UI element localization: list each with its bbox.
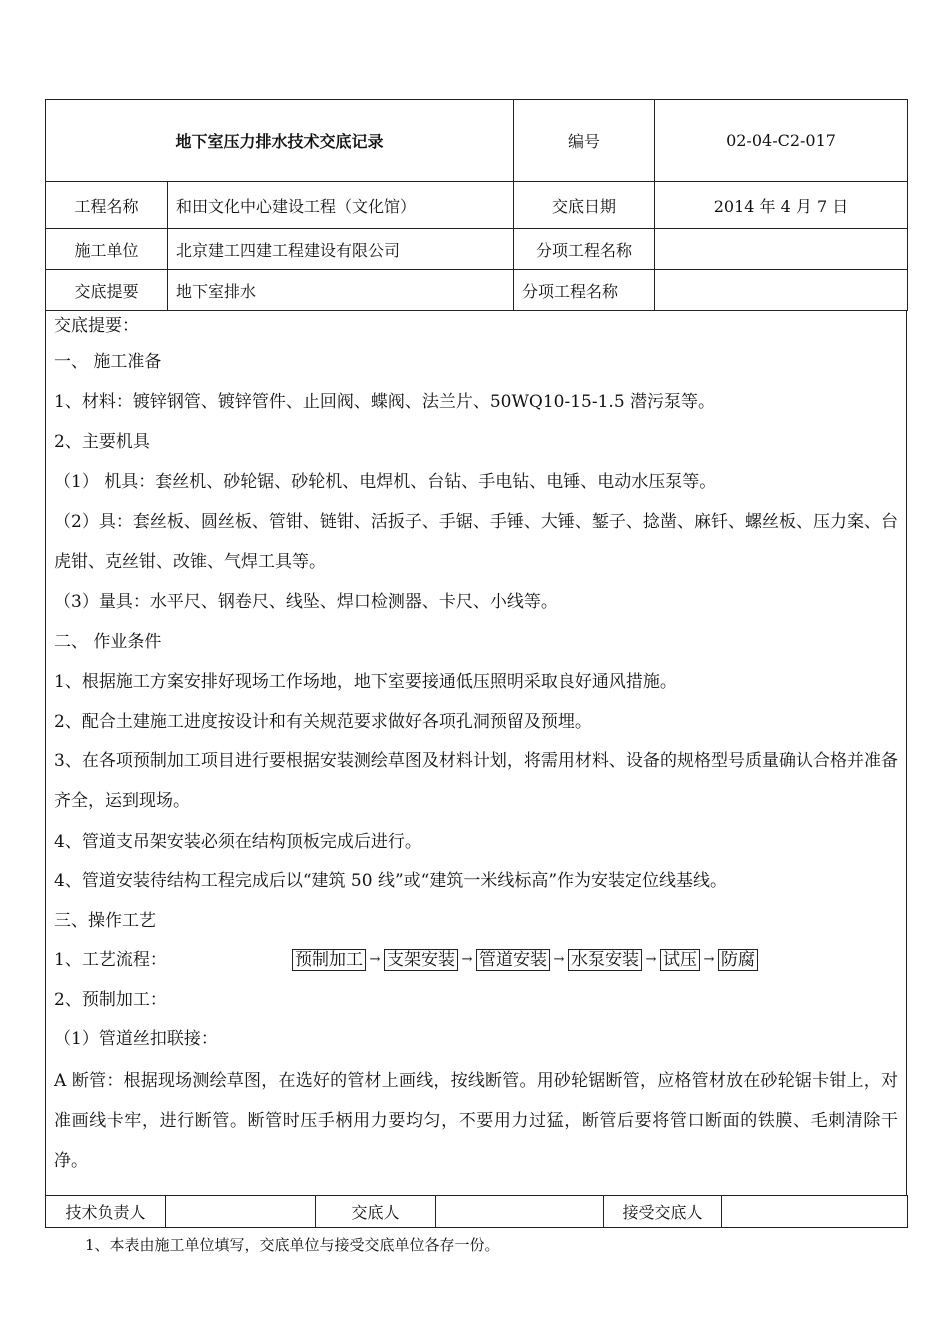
summary-value: 地下室排水 [168,270,514,311]
arrow-right-icon: → [703,952,715,967]
paragraph: 1、根据施工方案安排好现场工作场地，地下室要接通低压照明采取良好通风措施。 [54,672,677,692]
footer-note: 1、本表由施工单位填写，交底单位与接受交底单位各存一份。 [85,1236,500,1254]
code-label: 编号 [514,100,655,182]
tech-lead-signature [166,1196,316,1228]
paragraph: （1） 机具：套丝机、砂轮锯、砂轮机、电焊机、台钻、手电钻、电锤、电动水压泵等。 [54,472,717,492]
contractor-value: 北京建工四建工程建设有限公司 [168,229,514,270]
receiver-signature [722,1196,908,1228]
project-label: 工程名称 [46,182,168,229]
paragraph: 4、管道安装待结构工程完成后以“建筑 50 线”或“建筑一米线标高”作为安装定位线基线。 [54,871,728,891]
process-flow-row [54,949,898,971]
header-table [45,99,908,311]
paragraph: （1）管道丝扣联接： [54,1029,218,1049]
code-value: 02-04-C2-017 [655,100,908,182]
discloser-signature [436,1196,604,1228]
paragraph: 2、预制加工： [54,990,167,1010]
paragraph: A 断管：根据现场测绘草图，在选好的管材上画线，按线断管。用砂轮锯断管，应格管材放在砂轮锯卡钳上，对准画线卡牢，进行断管。断管时压手柄用力要均匀，不要用力过猛，断管后要将管口断面的铁膜、毛刺清除干净。 [54,1071,898,1171]
paragraph: 1、材料：镀锌钢管、镀锌管件、止回阀、蝶阀、法兰片、50WQ10-15-1.5 潜污泵等。 [54,392,716,412]
paragraph: 4、管道支吊架安装必须在结构顶板完成后进行。 [54,832,422,852]
section-heading: 三、操作工艺 [54,911,156,931]
date-value: 2014 年 4 月 7 日 [655,182,908,229]
discloser-label: 交底人 [316,1196,436,1228]
document-title: 地下室压力排水技术交底记录 [46,100,514,182]
arrow-right-icon: → [461,952,473,967]
arrow-right-icon: → [369,952,381,967]
section-heading: 一、 施工准备 [54,352,162,372]
paragraph: （2）具：套丝板、圆丝板、管钳、链钳、活扳子、手锯、手锤、大锤、錾子、捻凿、麻钎、螺丝板、压力案、台虎钳、克丝钳、改锥、气焊工具等。 [54,512,898,572]
process-flow-label: 1、工艺流程： [54,950,167,970]
process-flow [292,949,758,971]
paragraph: 2、主要机具 [54,432,150,452]
intro-text: 交底提要： [54,316,139,336]
project-value: 和田文化中心建设工程（文化馆） [168,182,514,229]
receiver-label: 接受交底人 [604,1196,722,1228]
paragraph: 2、配合土建施工进度按设计和有关规范要求做好各项孔洞预留及预埋。 [54,712,592,732]
date-label: 交底日期 [514,182,655,229]
sub-project-value-2 [655,270,908,311]
arrow-right-icon: → [553,952,565,967]
section-heading: 二、 作业条件 [54,632,162,652]
sub-project-value-1 [655,229,908,270]
flow-step: 支架安装 [384,949,458,971]
paragraph: （3）量具：水平尺、钢卷尺、线坠、焊口检测器、卡尺、小线等。 [54,592,558,612]
paragraph: 3、在各项预制加工项目进行要根据安装测绘草图及材料计划，将需用材料、设备的规格型号质量确认合格并准备齐全，运到现场。 [54,751,898,811]
flow-step: 防腐 [718,949,758,971]
flow-step: 水泵安装 [568,949,642,971]
flow-step: 试压 [660,949,700,971]
flow-step: 预制加工 [292,949,366,971]
summary-label: 交底提要 [46,270,168,311]
contractor-label: 施工单位 [46,229,168,270]
sub-project-label-2: 分项工程名称 [514,270,655,311]
signature-table [45,1195,908,1228]
sub-project-label-1: 分项工程名称 [514,229,655,270]
disclosure-body [45,311,907,1195]
tech-lead-label: 技术负责人 [46,1196,166,1228]
arrow-right-icon: → [645,952,657,967]
flow-step: 管道安装 [476,949,550,971]
